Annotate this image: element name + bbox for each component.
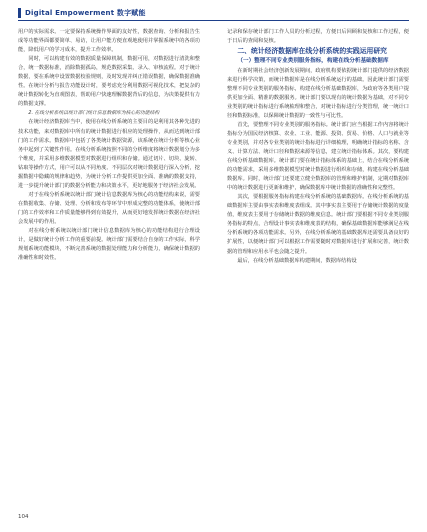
running-header xyxy=(18,6,409,20)
subsection-heading: （一）整理不同专业类别服务指标，构建在线分析基础数据库 xyxy=(237,58,389,65)
paragraph: 在新时期社会经济创新发展期间，政府机构要依据统计部门提供的经济数据来进行科学决策，而统计数据库是在线分析系统运行的基础。因此统计部门需要整理不同专业类别的服务指标，构建在线分析基础数据库，为政府等各类用户提供更加全面、精准的数据服务。统计部门要以现有的统计数据为基础，对不同专业类别的统计指标进行系统梳理和整合，对统计指标进行分类管理，统一统计口径和数据标准，以保障统计数据的一致性与可比性。 xyxy=(227,67,409,119)
subsection-heading: 2. 在线分析系统以统计部门统计信息数据库为核心的功能结构 xyxy=(28,111,160,117)
page-number: 104 xyxy=(18,514,29,520)
header-accent-bar xyxy=(18,8,21,18)
paragraph: 用户的实际需求。一定要保持系统操作界面的友好性，数据查询、分析和报告生成等功能界面都要简单、易访，让用户能方便直观地使用并掌握系统中的各项功能，降低用户的学习成本，提升工作效率。 xyxy=(18,29,200,54)
left-column xyxy=(18,28,200,263)
paragraph: 在统计经济数据库当中，使用在线分析系统的主要目的是利用其各种先进的技术功能，来对数据库中所有的统计数据进行相应的处理操作，从而达到统计部门的工作需求。数据库中包括了各类统计数据资源，该系统在统计分析等核心业务中起到了关键性作用。在线分析系统按照不同的分析维度将统计数据划分为多个维度，并采用多维数据模型对数据进行组织和存储。通过切片、切块、旋转、钻取等操作方式，用户可以从不同角度、不同层次对统计数据进行深入分析，挖掘数据中隐藏的规律和趋势，为统计分析工作提供更加全面、准确的数据支持，进一步提升统计部门的数据分析能力和决策水平，更好地服务于经济社会发展。 xyxy=(18,119,200,189)
paragraph: 首先，要整理不同专业类别的服务指标。统计部门应当根据工作内容将统计指标分为国民经济核算、农业、工业、能源、投资、贸易、价格、人口与就业等专业类别，并对各专业类别的统计指标进行详细梳理，明确统计指标的名称、含义、计算方法、统计口径和数据来源等信息，建立统计指标体系。其次，要构建在线分析基础数据库。统计部门要在统计指标体系的基础上，结合在线分析系统的功能需求，采用多维数据模型对统计数据进行组织和存储，构建在线分析基础数据库。同时，统计部门还要建立健全数据库的管理和维护机制，定期对数据库中的统计数据进行更新和维护，确保数据库中统计数据的准确性和完整性。 xyxy=(227,121,409,192)
paragraph: 最后，在线分析基础数据库构建期间，数据库结构设 xyxy=(237,257,357,264)
right-column xyxy=(227,28,409,266)
paragraph: 其次，要根据服务指标构建在线分析系统的基础数据库。在线分析系统的基础数据库主要由事实表和维度表组成。其中事实表主要用于存储统计数据的度量值，维度表主要用于存储统计数据的维度信息。统计部门要根据不同专业类别服务指标的特点，合理设计事实表和维度表的结构，确保基础数据库能够满足在线分析系统的各项功能需求。另外，在线分析系统的基础数据库还需要具备良好的扩展性，以便统计部门可以根据工作需要随时对数据库进行扩展和完善，统计数据的管理和应用水平也会随之提升。 xyxy=(227,194,409,255)
header-divider xyxy=(18,20,409,21)
paragraph: 同时，可以构建有效的数据质量保障机制，数据可用，对数据进行清洗和整合，统一数据标准，消除数据孤岛，规范数据采集、录入、审核流程。对于统计数据，要在系统中设置数据校验规则，及时发现并纠正错误数据，确保数据准确性。在统计分析与报告功能设计时，要考虑充分利用数据可视化技术，把复杂的统计数据转化为直观图表，帮助用户快速理解数据背后的信息，为决策提供有力的数据支撑。 xyxy=(18,56,200,108)
paragraph: 对在线分析系统以统计部门统计信息数据库为核心的功能结构进行合理设计，是做好统计分析工作的重要前提。统计部门需要结合自身的工作实际，科学规划系统功能模块，不断完善系统的数据处理能力和分析能力，确保统计数据的准确性和时效性。 xyxy=(18,228,200,262)
paragraph: 记录和保存统计部门工作人员的分析过程，方便日后回顾和复核和工作过程，便于日后的查阅和复核。 xyxy=(227,29,409,45)
paragraph: 对于在线分析系统以统计部门统计信息数据库为核心的功能结构来说，需要在数据收集、存储、处理、分析和发布等环节中形成完整的功能体系，使统计部门的工作效率和工作质量能够得到有效提升，从而更好地发挥统计数据在经济社会发展中的作用。 xyxy=(18,191,200,225)
section-heading: 二、统计经济数据库在线分析系统的实践运用研究 xyxy=(237,47,387,56)
journal-title: Digital Empowerment 数字赋能 xyxy=(25,9,146,17)
